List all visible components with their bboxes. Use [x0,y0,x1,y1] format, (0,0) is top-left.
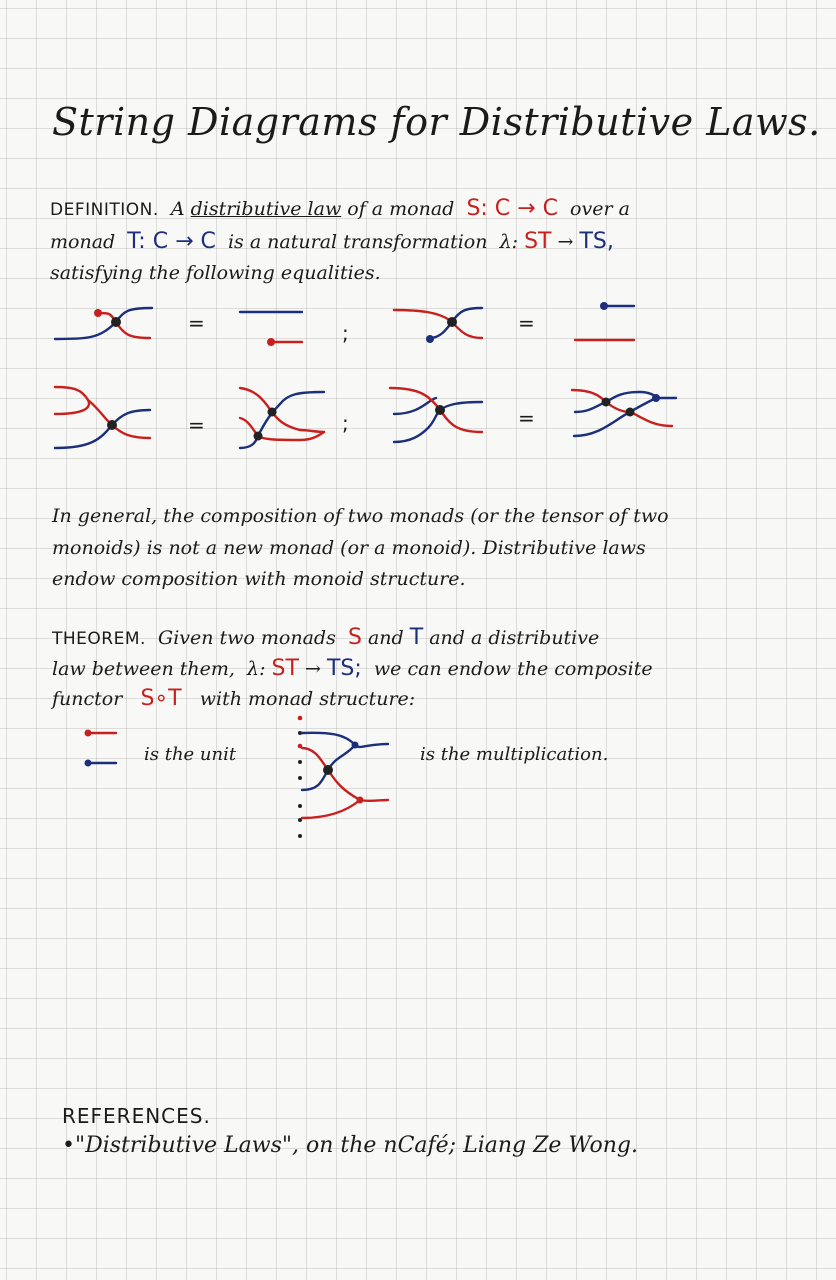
theorem-line-2 [52,656,653,681]
equals-sign: = [518,406,535,430]
monad-t: T [409,625,424,650]
arrow: → [557,231,574,253]
theorem-label: THEOREM. [52,629,146,649]
eq1-lhs-diagram [55,308,152,339]
text: is a natural transformation [227,231,488,253]
paragraph-line-3: endow composition with monoid structure. [52,568,466,590]
lambda-symbol: λ: [247,658,266,680]
page-title: String Diagrams for Distributive Laws. [52,100,821,144]
equals-sign: = [518,311,535,335]
text: A [170,198,185,220]
ts-composite: TS; [326,656,362,681]
eq2-rhs-diagram [575,302,634,340]
text: of a monad [347,198,455,220]
semicolon: ; [342,411,349,435]
eq3-lhs-diagram [55,387,150,448]
definition-line-3: satisfying the following equalities. [50,262,381,284]
theorem-line-1 [52,625,599,650]
text: over a [570,198,630,220]
equals-sign: = [188,413,205,437]
text: functor [52,688,123,710]
equals-sign: = [188,311,205,335]
definition-label: DEFINITION. [50,200,159,220]
text: and [367,627,404,649]
text: with monad structure: [199,688,416,710]
arrow: → [305,658,321,680]
unit-caption: is the unit [144,744,237,765]
text: monad [50,231,116,253]
text: we can endow the composite [373,658,653,680]
monad-s-signature: S: C → C [466,196,558,221]
monad-s: S [347,625,362,650]
eq4-lhs-diagram [390,388,482,442]
paragraph-line-1: In general, the composition of two monads (or the tensor of two [52,505,669,527]
distributive-law-term: distributive law [190,198,342,220]
semicolon: ; [342,321,349,345]
eq4-rhs-diagram [572,390,676,436]
eq3-rhs-diagram [240,388,324,448]
multiplication-caption: is the multiplication. [420,744,609,765]
st-composite: ST [271,656,299,681]
st-composite: ST [524,229,552,254]
theorem-line-3 [52,686,415,711]
lambda-symbol: λ: [499,231,519,253]
multiplication-diagram [298,716,388,838]
text: and a distributive [429,627,600,649]
references-heading: REFERENCES. [62,1104,211,1128]
monad-t-signature: T: C → C [127,229,216,254]
eq2-lhs-diagram [394,308,482,343]
text: Given two monads [158,627,336,649]
text: law between them, [52,658,235,680]
reference-item: •"Distributive Laws", on the nCafé; Liang Ze Wong. [62,1133,639,1158]
ts-composite: TS, [579,229,614,254]
unit-diagram [85,730,117,767]
composite-functor: S∘T [140,686,182,711]
paragraph-line-2: monoids) is not a new monad (or a monoid). Distributive laws [52,537,646,559]
eq1-rhs-diagram [240,312,302,346]
